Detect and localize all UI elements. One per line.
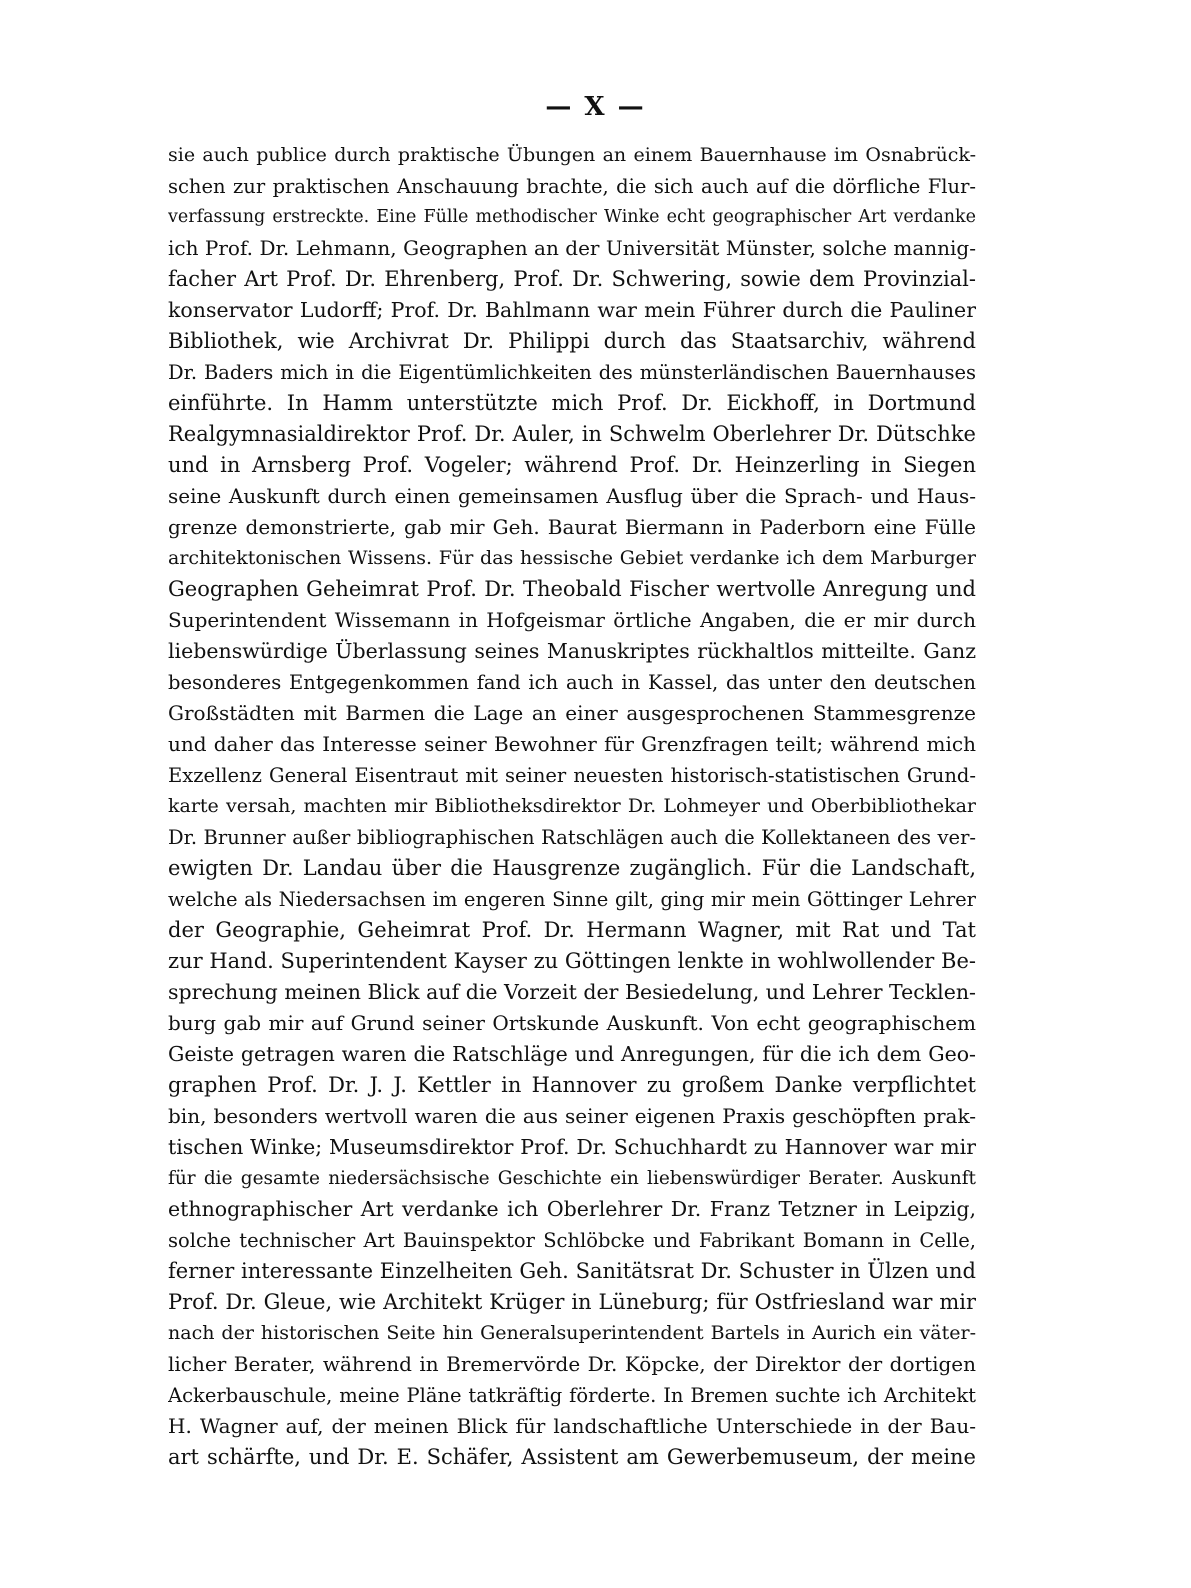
text-line: Bibliothek, wie Archivrat Dr. Philippi durch das Staatsarchiv, während <box>168 329 976 353</box>
text-line: konservator Ludorff; Prof. Dr. Bahlmann war mein Führer durch die Pauliner <box>168 298 976 322</box>
text-line: für die gesamte niedersächsische Geschichte ein liebenswürdiger Berater. Auskunft <box>168 1168 976 1189</box>
text-line: solche technischer Art Bauinspektor Schlöbcke und Fabrikant Bomann in Celle, <box>168 1229 976 1252</box>
text-line: zur Hand. Superintendent Kayser zu Göttingen lenkte in wohlwollender Be- <box>168 949 976 973</box>
page-number: — X — <box>545 92 646 122</box>
text-line: Großstädten mit Barmen die Lage an einer ausgesprochenen Stammesgrenze <box>168 701 976 725</box>
text-line: sprechung meinen Blick auf die Vorzeit der Besiedelung, und Lehrer Tecklen- <box>168 980 976 1004</box>
text-line: besonderes Entgegenkommen fand ich auch in Kassel, das unter den deutschen <box>168 671 976 694</box>
text-line: grenze demonstrierte, gab mir Geh. Baurat Biermann in Paderborn eine Fülle <box>168 515 976 539</box>
text-line: Exzellenz General Eisentraut mit seiner neuesten historisch-statistischen Grund- <box>168 764 976 787</box>
text-line: verfassung erstreckte. Eine Fülle methodischer Winke echt geographischer Art verdanke <box>168 207 976 227</box>
text-line: Dr. Brunner außer bibliographischen Ratschlägen auch die Kollektaneen des ver- <box>168 826 976 849</box>
text-line: und in Arnsberg Prof. Vogeler; während Prof. Dr. Heinzerling in Siegen <box>168 453 976 477</box>
text-line: Realgymnasialdirektor Prof. Dr. Auler, in Schwelm Oberlehrer Dr. Dütschke <box>168 422 976 446</box>
text-line: Superintendent Wissemann in Hofgeismar örtliche Angaben, die er mir durch <box>168 608 976 632</box>
text-line: Ackerbauschule, meine Pläne tatkräftig förderte. In Bremen suchte ich Architekt <box>168 1384 976 1407</box>
text-line: welche als Niedersachsen im engeren Sinne gilt, ging mir mein Göttinger Lehrer <box>168 888 976 911</box>
text-line: einführte. In Hamm unterstützte mich Prof. Dr. Eickhoff, in Dortmund <box>168 391 976 415</box>
text-line: ferner interessante Einzelheiten Geh. Sanitätsrat Dr. Schuster in Ülzen und <box>168 1259 976 1283</box>
text-line: ewigten Dr. Landau über die Hausgrenze zugänglich. Für die Landschaft, <box>168 856 976 880</box>
text-line: licher Berater, während in Bremervörde Dr. Köpcke, der Direktor der dortigen <box>168 1352 976 1376</box>
text-line: sie auch publice durch praktische Übungen an einem Bauernhause im Osnabrück- <box>168 144 976 166</box>
text-line: und daher das Interesse seiner Bewohner für Grenzfragen teilt; während mich <box>168 732 976 756</box>
text-line: schen zur praktischen Anschauung brachte, die sich auch auf die dörfliche Flur- <box>168 175 976 198</box>
text-line: facher Art Prof. Dr. Ehrenberg, Prof. Dr. Schwering, sowie dem Provinzial- <box>168 267 976 291</box>
text-line: nach der historischen Seite hin Generalsuperintendent Bartels in Aurich ein väter- <box>168 1322 976 1344</box>
text-line: burg gab mir auf Grund seiner Ortskunde Auskunft. Von echt geographischem <box>168 1011 976 1035</box>
text-line: art schärfte, und Dr. E. Schäfer, Assistent am Gewerbemuseum, der meine <box>168 1445 976 1469</box>
text-line: tischen Winke; Museumsdirektor Prof. Dr. Schuchhardt zu Hannover war mir <box>168 1135 976 1159</box>
text-line: ich Prof. Dr. Lehmann, Geographen an der Universität Münster, solche mannig- <box>168 236 976 260</box>
text-line: H. Wagner auf, der meinen Blick für landschaftliche Unterschiede in der Bau- <box>168 1414 976 1438</box>
text-line: karte versah, machten mir Bibliotheksdirektor Dr. Lohmeyer und Oberbibliothekar <box>168 795 976 817</box>
text-line: ethnographischer Art verdanke ich Oberlehrer Dr. Franz Tetzner in Leipzig, <box>168 1197 976 1221</box>
text-line: der Geographie, Geheimrat Prof. Dr. Hermann Wagner, mit Rat und Tat <box>168 918 976 942</box>
text-line: architektonischen Wissens. Für das hessische Gebiet verdanke ich dem Marburger <box>168 547 976 569</box>
text-line: Prof. Dr. Gleue, wie Architekt Krüger in Lüneburg; für Ostfriesland war mir <box>168 1290 976 1314</box>
text-line: Geographen Geheimrat Prof. Dr. Theobald Fischer wertvolle Anregung und <box>168 577 976 601</box>
text-line: liebenswürdige Überlassung seines Manuskriptes rückhaltlos mitteilte. Ganz <box>168 639 976 663</box>
text-line: bin, besonders wertvoll waren die aus seiner eigenen Praxis geschöpften prak- <box>168 1104 976 1128</box>
text-line: Dr. Baders mich in die Eigentümlichkeiten des münsterländischen Bauernhauses <box>168 361 976 384</box>
text-line: seine Auskunft durch einen gemeinsamen Ausflug über die Sprach- und Haus- <box>168 484 976 508</box>
text-line: graphen Prof. Dr. J. J. Kettler in Hannover zu großem Danke verpflichtet <box>168 1073 976 1097</box>
body-text <box>168 140 976 1473</box>
text-line: Geiste getragen waren die Ratschläge und Anregungen, für die ich dem Geo- <box>168 1042 976 1066</box>
